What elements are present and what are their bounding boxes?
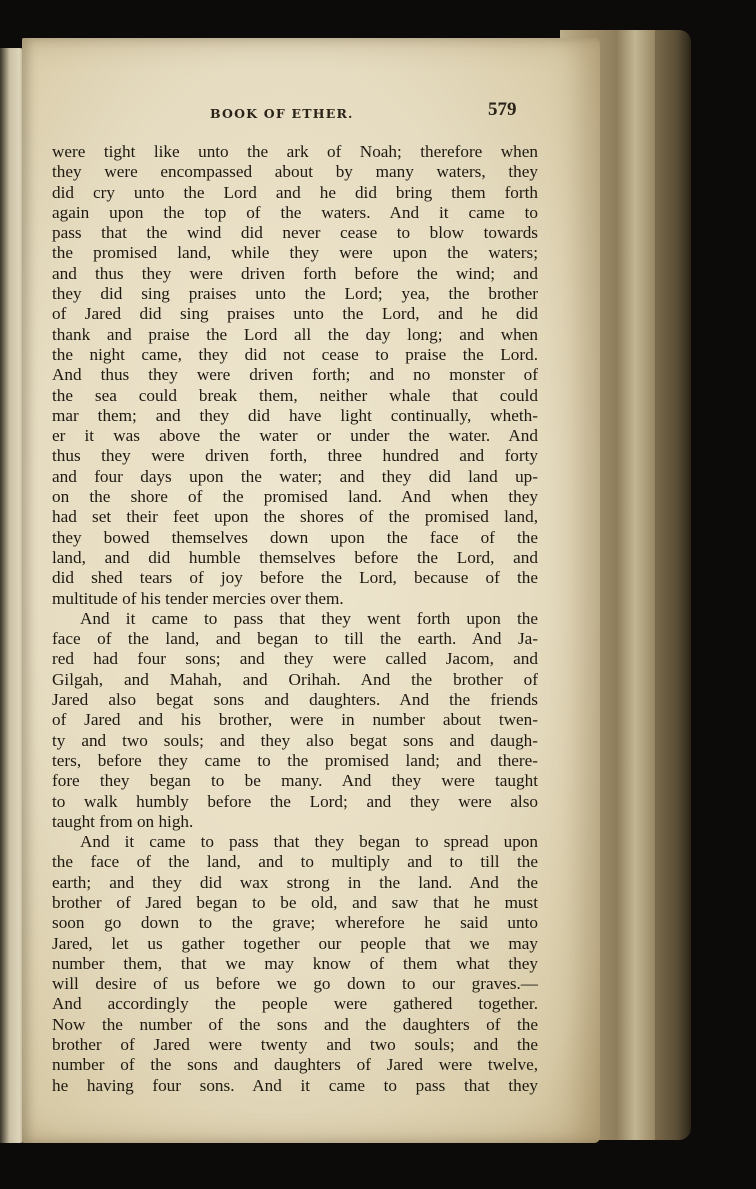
text-line: soon go down to the grave; wherefore he said unto	[52, 913, 538, 933]
text-line: the night came, they did not cease to praise the Lord.	[52, 344, 538, 364]
text-line: er it was above the water or under the water. And	[52, 426, 538, 446]
text-line: thank and praise the Lord all the day long; and when	[52, 324, 538, 344]
text-line: the sea could break them, neither whale that could	[52, 385, 538, 405]
text-line: the face of the land, and to multiply and to till the	[52, 852, 538, 872]
text-line: ters, before they came to the promised land; and there-	[52, 750, 538, 770]
text-line: And it came to pass that they went forth upon the	[80, 608, 538, 628]
text-line: Jared also begat sons and daughters. And the friends	[52, 690, 538, 710]
text-line: and four days upon the water; and they did land up-	[52, 466, 538, 486]
page-number: 579	[488, 99, 517, 120]
text-line: brother of Jared were twenty and two souls; and the	[52, 1035, 538, 1055]
book-page	[22, 38, 600, 1143]
book-cover-edge	[655, 30, 691, 1140]
body-text	[52, 142, 538, 1096]
text-line: did shed tears of joy before the Lord, because of the	[52, 568, 538, 588]
text-line: face of the land, and began to till the earth. And Ja-	[52, 629, 538, 649]
text-line: they were encompassed about by many waters, they	[52, 162, 538, 182]
text-line: And it came to pass that they began to spread upon	[80, 832, 538, 852]
text-line: to walk humbly before the Lord; and they were also	[52, 791, 538, 811]
text-line: brother of Jared began to be old, and saw that he must	[52, 892, 538, 912]
text-line: Jared, let us gather together our people that we may	[52, 933, 538, 953]
text-line: red had four sons; and they were called Jacom, and	[52, 649, 538, 669]
text-line: of Jared did sing praises unto the Lord, and he did	[52, 304, 538, 324]
text-line: number them, that we may know of them what they	[52, 953, 538, 973]
text-line: land, and did humble themselves before the Lord, and	[52, 547, 538, 567]
text-line: And accordingly the people were gathered together.	[52, 994, 538, 1014]
text-line: will desire of us before we go down to our graves.—	[52, 974, 538, 994]
text-line: had set their feet upon the shores of the promised land,	[52, 507, 538, 527]
text-line: pass that the wind did never cease to blow towards	[52, 223, 538, 243]
text-line: multitude of his tender mercies over them.	[52, 588, 344, 608]
text-line: he having four sons. And it came to pass that they	[52, 1075, 538, 1095]
facing-page-edge	[0, 48, 24, 1143]
running-head: BOOK OF ETHER.	[210, 106, 354, 121]
text-line: thus they were driven forth, three hundred and forty	[52, 446, 538, 466]
text-line: of Jared and his brother, were in number about twen-	[52, 710, 538, 730]
text-line: number of the sons and daughters of Jared were twelve,	[52, 1055, 538, 1075]
text-line: did cry unto the Lord and he did bring them forth	[52, 182, 538, 202]
text-line: Gilgah, and Mahah, and Orihah. And the brother of	[52, 669, 538, 689]
text-line: they did sing praises unto the Lord; yea, the brother	[52, 284, 538, 304]
text-line: taught from on high.	[52, 811, 194, 831]
text-line: were tight like unto the ark of Noah; therefore when	[52, 142, 538, 161]
text-line: again upon the top of the waters. And it came to	[52, 202, 538, 222]
text-line: Now the number of the sons and the daughters of the	[52, 1014, 538, 1034]
text-line: fore they began to be many. And they were taught	[52, 771, 538, 791]
text-line: ty and two souls; and they also begat sons and daugh-	[52, 730, 538, 750]
text-line: the promised land, while they were upon the waters;	[52, 243, 538, 263]
text-line: on the shore of the promised land. And when they	[52, 487, 538, 507]
text-line: earth; and they did wax strong in the land. And the	[52, 872, 538, 892]
text-line: and thus they were driven forth before the wind; and	[52, 263, 538, 283]
text-line: And thus they were driven forth; and no monster of	[52, 365, 538, 385]
text-line: mar them; and they did have light continually, wheth-	[52, 405, 538, 425]
text-line: they bowed themselves down upon the face of the	[52, 527, 538, 547]
